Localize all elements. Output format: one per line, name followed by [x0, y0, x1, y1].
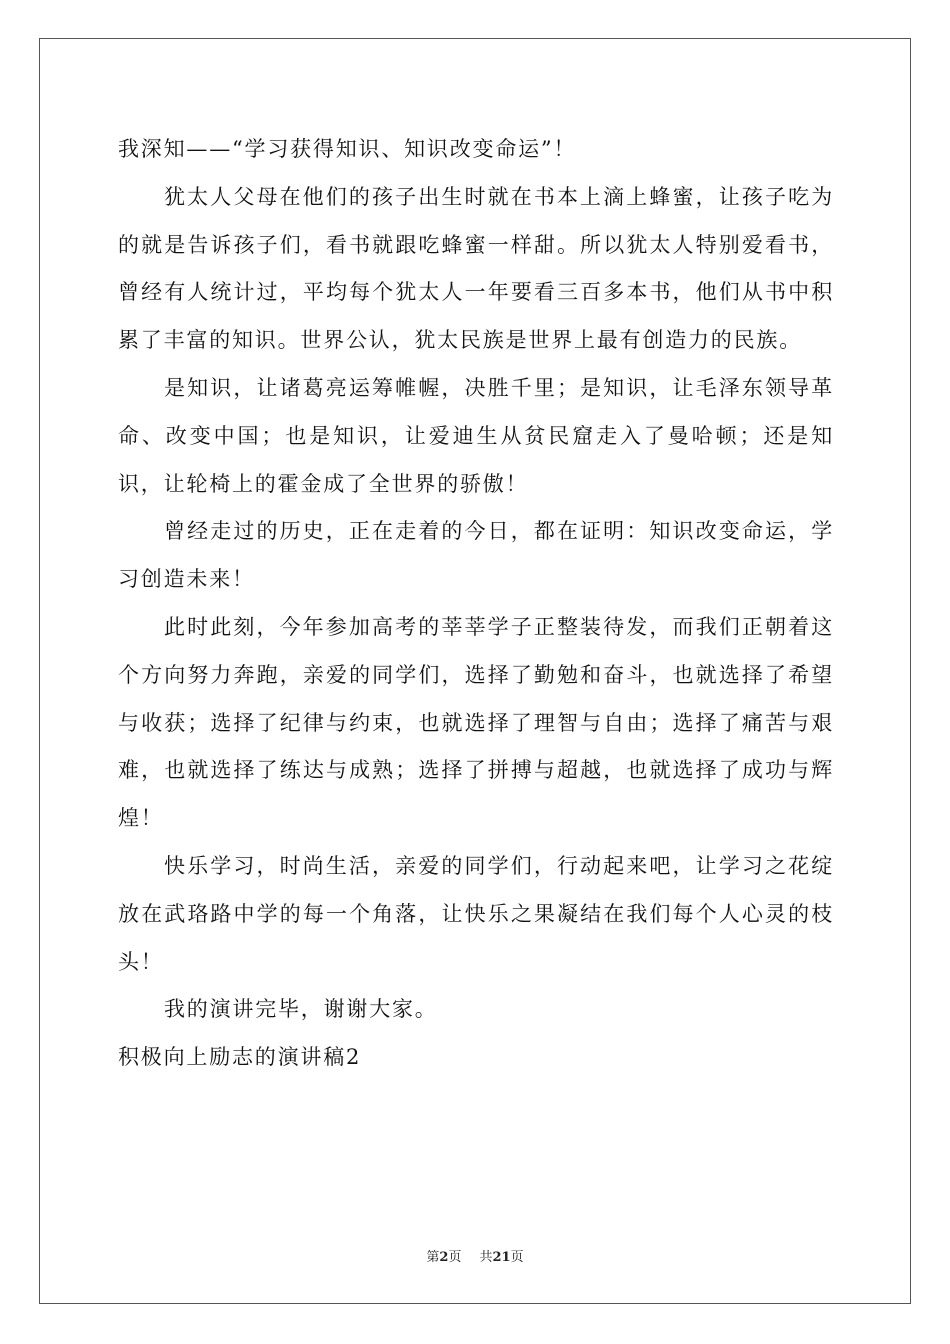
paragraph-2: 犹太人父母在他们的孩子出生时就在书本上滴上蜂蜜，让孩子吃为的就是告诉孩子们，看书就跟吃蜂蜜一样甜。所以犹太人特别爱看书，曾经有人统计过，平均每个犹太人一年要看三百多本书，他们从书中积累了丰富的知识。世界公认，犹太民族是世界上最有创造力的民族。	[118, 184, 834, 353]
paragraph-1: 我深知——“学习获得知识、知识改变命运”！	[118, 137, 577, 161]
total-suffix: 页	[510, 1250, 524, 1265]
paragraph-5: 此时此刻，今年参加高考的莘莘学子正整装待发，而我们正朝着这个方向努力奔跑，亲爱的同学们，选择了勤勉和奋斗，也就选择了希望与收获；选择了纪律与约束，也就选择了理智与自由；选择了痛苦与艰难，也就选择了练达与成熟；选择了拼搏与超越，也就选择了成功与辉煌！	[118, 614, 834, 831]
paragraph-4: 曾经走过的历史，正在走着的今日，都在证明：知识改变命运，学习创造未来！	[118, 519, 834, 592]
page-suffix: 页	[448, 1250, 462, 1265]
page-number: 2	[439, 1250, 449, 1265]
paragraph-6: 快乐学习，时尚生活，亲爱的同学们，行动起来吧，让学习之花绽放在武珞路中学的每一个角落，让快乐之果凝结在我们每个人心灵的枝头！	[118, 853, 834, 974]
page-prefix: 第	[426, 1250, 440, 1265]
document-body	[118, 126, 834, 1082]
paragraph-3: 是知识，让诸葛亮运筹帷幄，决胜千里；是知识，让毛泽东领导革命、改变中国；也是知识，让爱迪生从贫民窟走入了曼哈顿；还是知识，让轮椅上的霍金成了全世界的骄傲！	[118, 375, 834, 496]
page-footer	[0, 1249, 950, 1267]
section-heading: 积极向上励志的演讲稿2	[118, 1045, 362, 1070]
paragraph-7: 我的演讲完毕，谢谢大家。	[164, 997, 438, 1022]
total-pages: 21	[492, 1250, 511, 1265]
total-prefix: 共	[479, 1250, 493, 1265]
